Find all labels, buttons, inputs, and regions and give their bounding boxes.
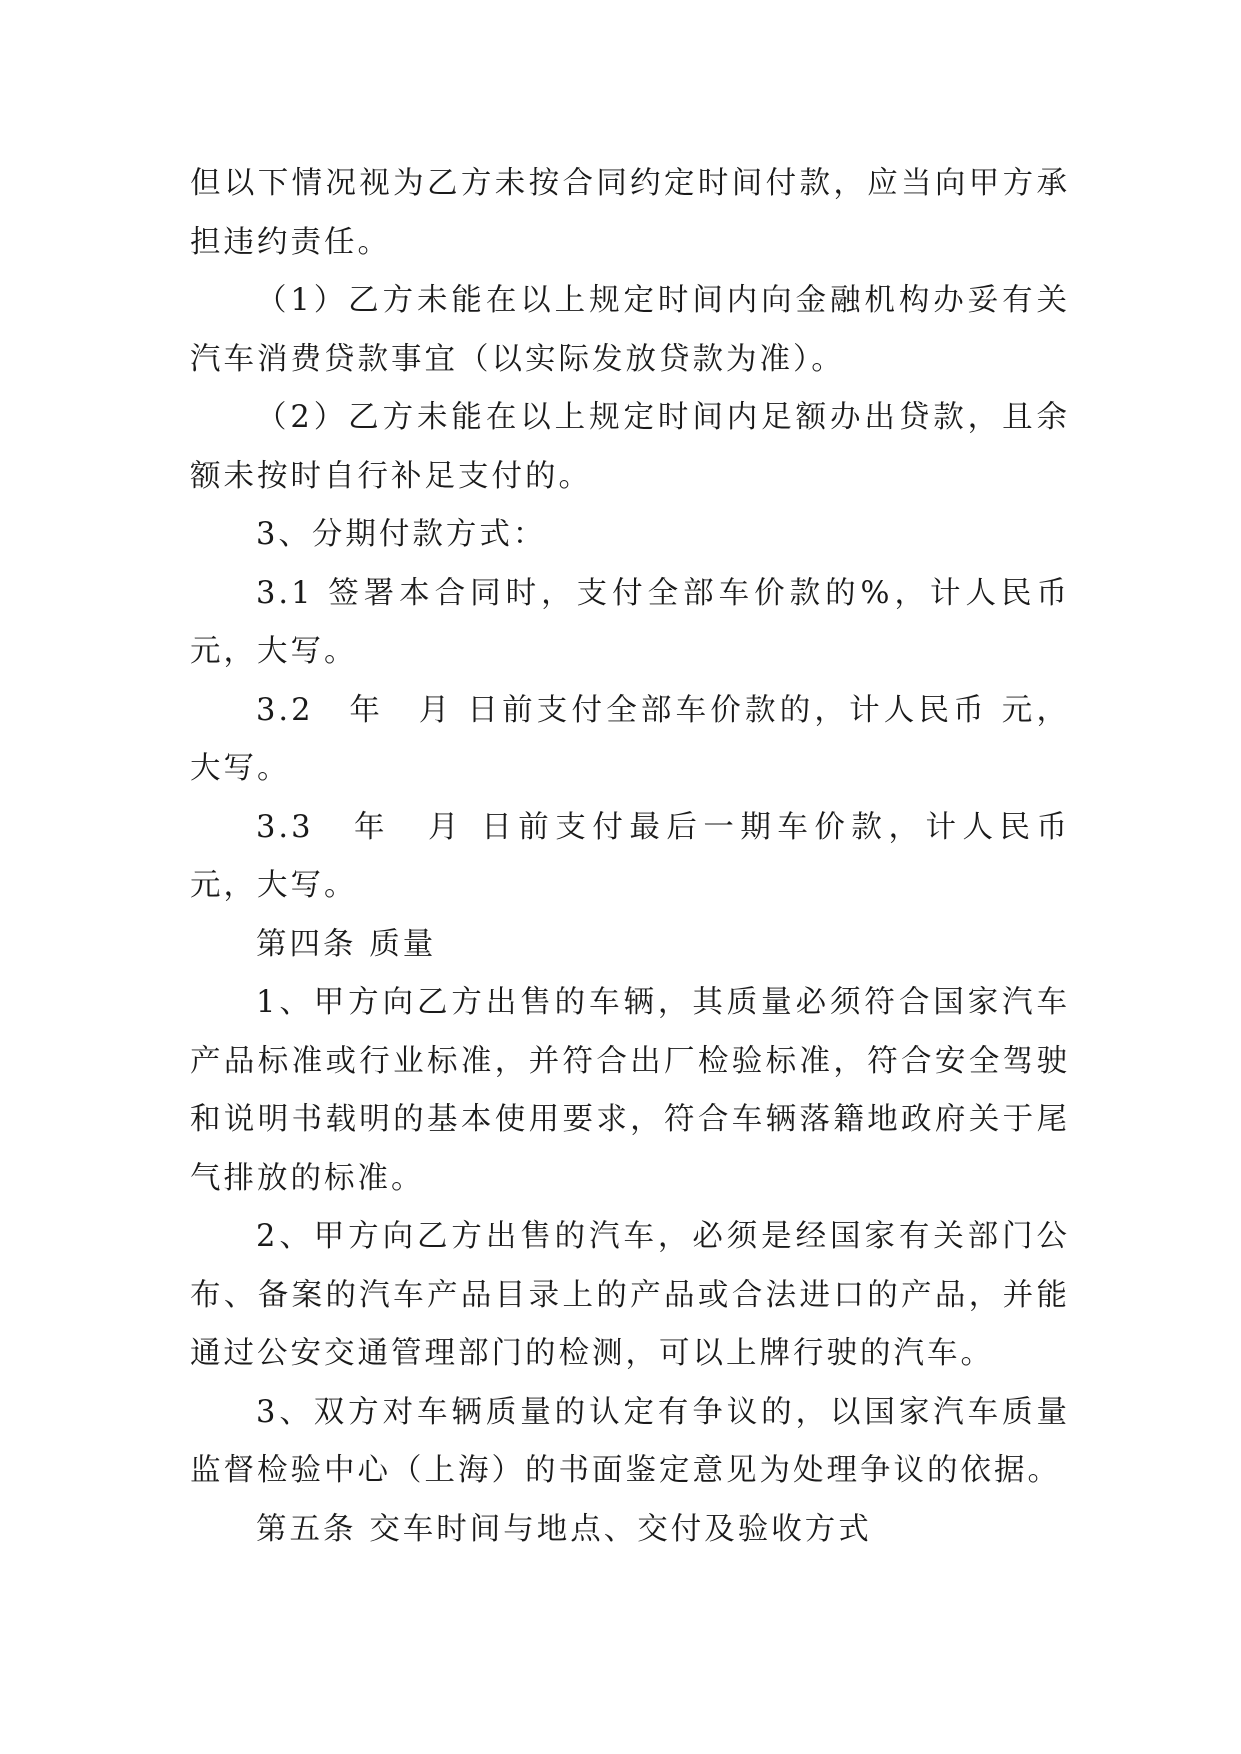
paragraph-9: 1、甲方向乙方出售的车辆，其质量必须符合国家汽车产品标准或行业标准，并符合出厂检验标准，符合安全驾驶和说明书载明的基本使用要求，符合车辆落籍地政府关于尾气排放的标准。 bbox=[190, 985, 1070, 1196]
paragraph-11: 3、双方对车辆质量的认定有争议的，以国家汽车质量监督检验中心（上海）的书面鉴定意见为处理争议的依据。 bbox=[190, 1394, 1070, 1488]
paragraph-6: 3.2 年 月 日前支付全部车价款的，计人民币 元，大写。 bbox=[190, 692, 1070, 786]
section-heading-article-4: 第四条 质量 bbox=[256, 926, 437, 962]
paragraph-10: 2、甲方向乙方出售的汽车，必须是经国家有关部门公布、备案的汽车产品目录上的产品或合法进口的产品，并能通过公安交通管理部门的检测，可以上牌行驶的汽车。 bbox=[190, 1219, 1070, 1371]
paragraph-7: 3.3 年 月 日前支付最后一期车价款，计人民币 元，大写。 bbox=[190, 809, 1070, 903]
paragraph-1: 但以下情况视为乙方未按合同约定时间付款，应当向甲方承担违约责任。 bbox=[190, 166, 1070, 260]
paragraph-2: （1）乙方未能在以上规定时间内向金融机构办妥有关汽车消费贷款事宜（以实际发放贷款为准）。 bbox=[190, 283, 1070, 377]
section-heading-article-5: 第五条 交车时间与地点、交付及验收方式 bbox=[256, 1511, 872, 1547]
document-body bbox=[190, 155, 1070, 1559]
paragraph-4: 3、分期付款方式： bbox=[256, 517, 547, 552]
paragraph-3: （2）乙方未能在以上规定时间内足额办出贷款，且余额未按时自行补足支付的。 bbox=[190, 400, 1070, 494]
paragraph-5: 3.1 签署本合同时，支付全部车价款的%，计人民币 元，大写。 bbox=[190, 575, 1070, 669]
